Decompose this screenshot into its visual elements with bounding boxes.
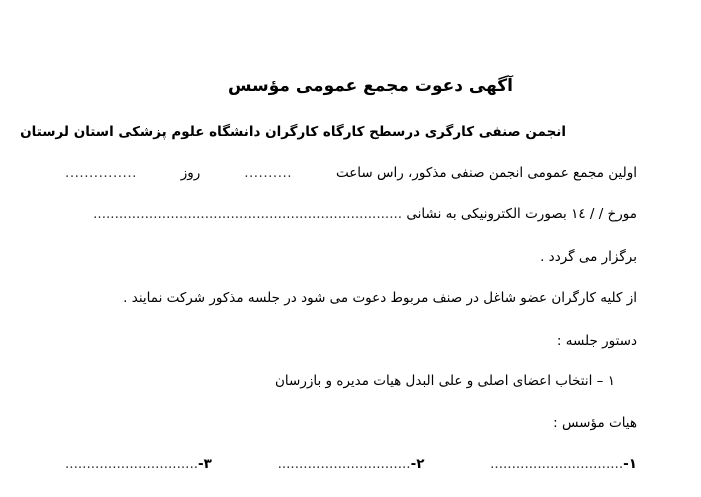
founder-3-label: ۳- [198,456,212,472]
day-blank: ............... [65,165,137,181]
founders-line [65,458,637,472]
founder-1-blank: ............................... [490,456,624,472]
day-text: روز [180,165,201,181]
founder-3-blank: ............................... [65,456,199,472]
meeting-date-text: مورخ / / ۱٤ بصورت الکترونیکی به نشانی [406,206,637,222]
time-blank: .......... [244,165,293,181]
founder-2-blank: ............................... [277,456,411,472]
agenda-heading: دستور جلسه : [556,333,637,349]
agenda-item-1: ۱ – انتخاب اعضای اصلی و علی البدل هیات مدیره و بازرسان [275,373,615,389]
address-blank: ........................................................................ [93,206,403,222]
founder-2 [278,458,425,472]
founder-1-label: ۱- [623,456,637,472]
meeting-time-line [65,167,637,181]
document-title: آگهی دعوت مجمع عمومی مؤسس [228,76,513,96]
held-line: برگزار می گردد . [540,249,637,265]
invitation-line: از کلیه کارگران عضو شاغل در صنف مربوط دعوت می شود در جلسه مذکور شرکت نمایند . [123,290,637,306]
founder-3 [65,458,212,472]
meeting-time-text: اولین مجمع عمومی انجمن صنفی مذکور، راس ساعت [335,165,637,181]
founders-heading: هیات مؤسس : [553,415,637,431]
meeting-date-line [93,208,637,222]
document-subtitle: انجمن صنفی کارگری درسطح کارگاه کارگران دانشگاه علوم پزشکی استان لرستان [20,124,566,140]
founder-1 [490,458,637,472]
founder-2-label: ۲- [410,456,425,472]
